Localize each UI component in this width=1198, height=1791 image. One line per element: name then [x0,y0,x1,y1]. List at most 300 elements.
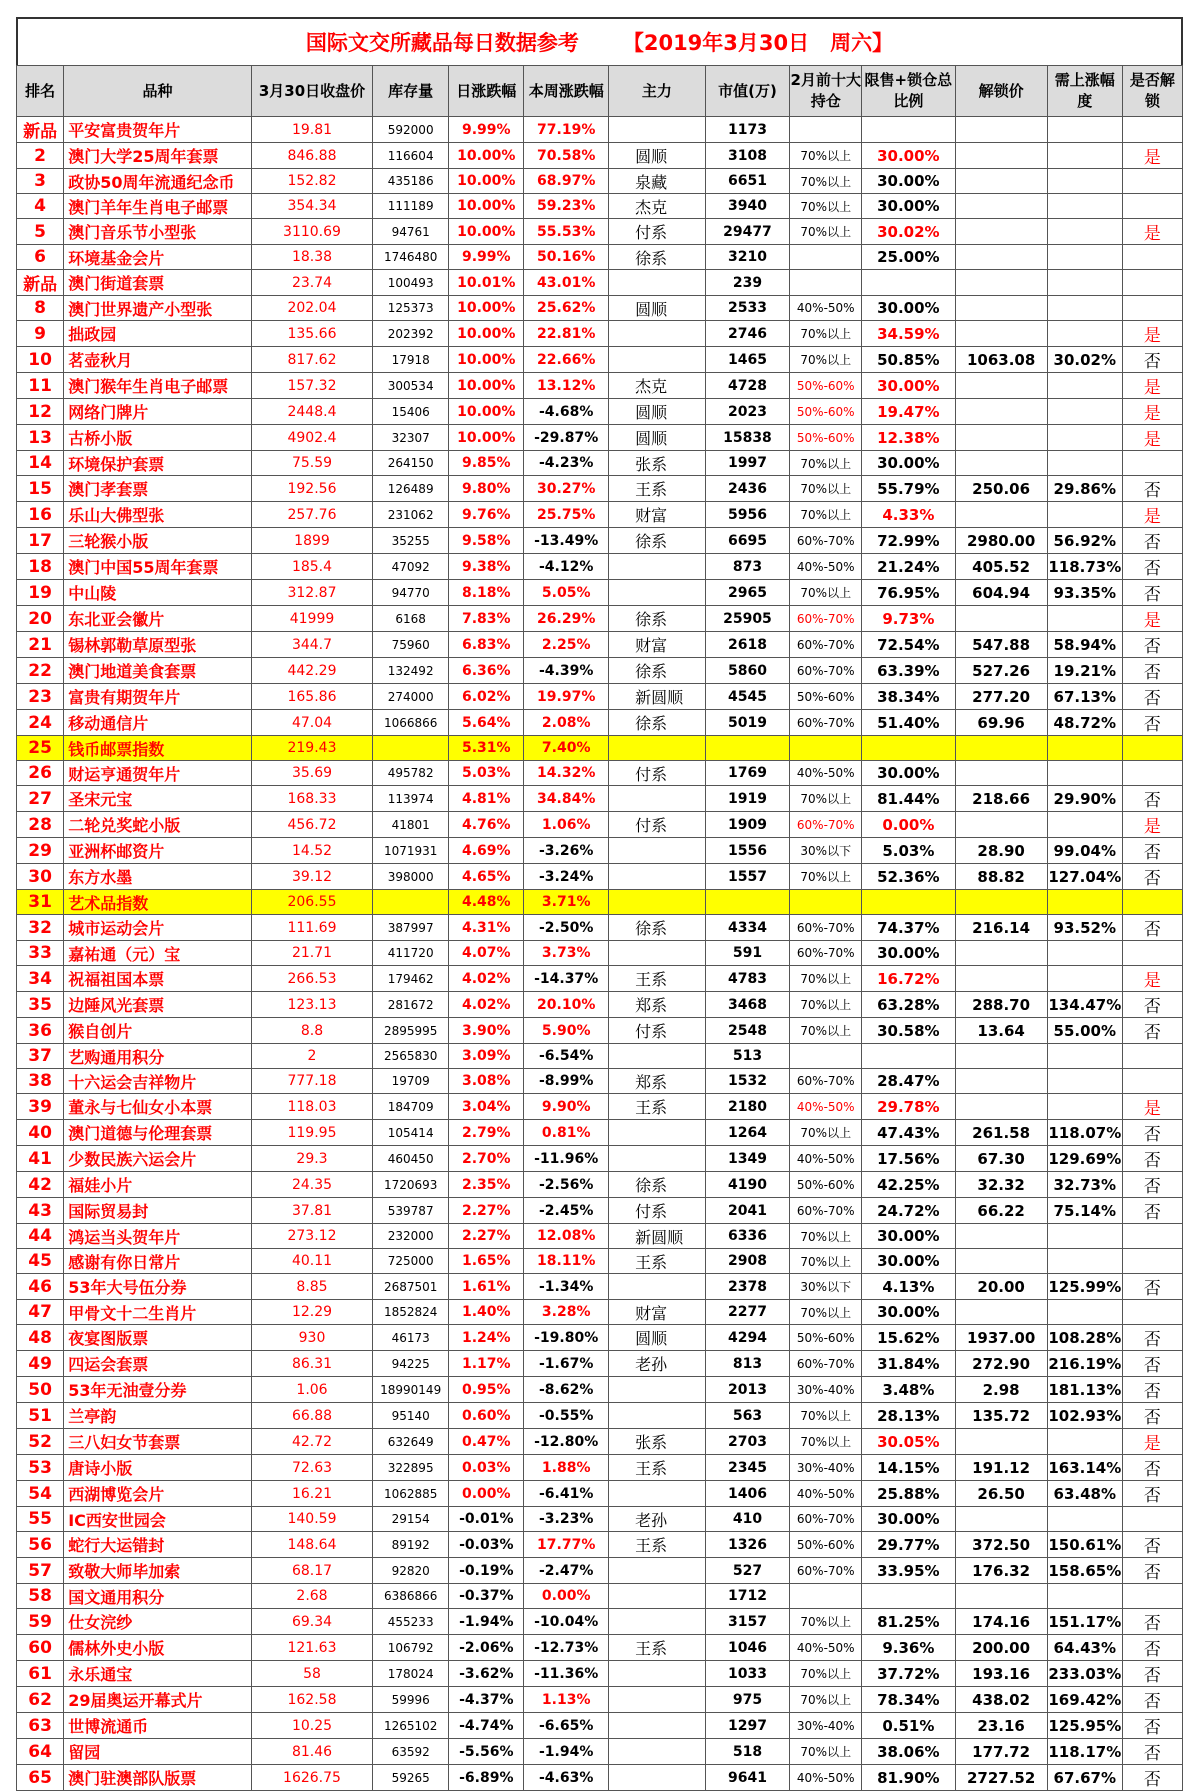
cell-weekly: 5.90% [524,1018,609,1044]
cell-stock: 387997 [373,915,449,941]
cell-main: 王系 [609,1455,706,1481]
cell-daily: 10.01% [449,270,524,296]
cell-lock: 9.36% [862,1635,955,1661]
cell-price: 930 [251,1325,372,1351]
cell-unlock: 176.32 [955,1558,1047,1584]
cell-main: 泉藏 [609,169,706,194]
cell-price: 58 [251,1661,372,1687]
col-main: 主力 [609,66,706,117]
cell-lock: 30.00% [862,373,955,399]
cell-rank: 42 [17,1172,64,1198]
cell-mcap: 2013 [705,1377,790,1403]
cell-daily: 4.81% [449,786,524,812]
cell-stock: 132492 [373,658,449,684]
cell-daily: 9.99% [449,117,524,143]
table-row [17,1403,1183,1429]
cell-unlock: 527.26 [955,658,1047,684]
cell-mcap: 518 [705,1739,790,1765]
cell-daily: 3.04% [449,1094,524,1120]
cell-unlock: 174.16 [955,1609,1047,1635]
cell-yn: 是 [1122,966,1182,992]
cell-need: 19.21% [1047,658,1122,684]
cell-stock: 184709 [373,1094,449,1120]
cell-mcap: 591 [705,941,790,966]
cell-main: 圆顺 [609,296,706,321]
cell-hold: 70%以上 [790,321,862,347]
cell-unlock: 67.30 [955,1146,1047,1172]
cell-hold: 30%以下 [790,1274,862,1300]
cell-yn [1122,1044,1182,1069]
cell-main: 徐系 [609,710,706,736]
cell-daily: 4.48% [449,890,524,915]
cell-yn: 否 [1122,864,1182,890]
cell-hold: 40%-50% [790,1481,862,1507]
cell-mcap: 2436 [705,476,790,502]
cell-rank: 11 [17,373,64,399]
cell-main: 付系 [609,761,706,786]
cell-mcap: 2378 [705,1274,790,1300]
cell-hold: 60%-70% [790,658,862,684]
cell-stock: 63592 [373,1739,449,1765]
cell-price: 202.04 [251,296,372,321]
cell-yn: 否 [1122,1635,1182,1661]
cell-rank: 50 [17,1377,64,1403]
cell-name: 兰亭韵 [64,1403,252,1429]
cell-main [609,1274,706,1300]
table-row [17,1198,1183,1224]
cell-main: 王系 [609,1532,706,1558]
cell-unlock [955,606,1047,632]
cell-weekly: 3.71% [524,890,609,915]
cell-stock: 19709 [373,1069,449,1094]
cell-daily: 9.38% [449,554,524,580]
cell-rank: 3 [17,169,64,194]
cell-need [1047,966,1122,992]
cell-main [609,117,706,143]
cell-need: 108.28% [1047,1325,1122,1351]
cell-need: 169.42% [1047,1687,1122,1713]
cell-yn: 否 [1122,476,1182,502]
cell-name: 三八妇女节套票 [64,1429,252,1455]
cell-lock: 30.00% [862,451,955,476]
cell-lock: 30.00% [862,761,955,786]
cell-name: 留园 [64,1739,252,1765]
table-row [17,812,1183,838]
cell-mcap: 813 [705,1351,790,1377]
cell-lock: 72.54% [862,632,955,658]
cell-main [609,1609,706,1635]
cell-hold: 50%-60% [790,1172,862,1198]
cell-hold: 30%以下 [790,838,862,864]
cell-lock: 50.85% [862,347,955,373]
cell-weekly: -2.56% [524,1172,609,1198]
cell-price: 219.43 [251,736,372,761]
cell-unlock [955,270,1047,296]
cell-daily: 1.65% [449,1249,524,1274]
cell-main [609,864,706,890]
cell-mcap: 1465 [705,347,790,373]
cell-main: 付系 [609,1198,706,1224]
cell-need [1047,1249,1122,1274]
cell-price: 148.64 [251,1532,372,1558]
cell-mcap: 3157 [705,1609,790,1635]
cell-hold: 70%以上 [790,992,862,1018]
cell-mcap: 873 [705,554,790,580]
cell-yn: 否 [1122,1713,1182,1739]
cell-price: 192.56 [251,476,372,502]
cell-name: 茗壶秋月 [64,347,252,373]
table-row [17,941,1183,966]
cell-yn: 否 [1122,632,1182,658]
cell-yn: 否 [1122,1198,1182,1224]
cell-price: 35.69 [251,761,372,786]
cell-hold: 70%以上 [790,1687,862,1713]
table-row [17,373,1183,399]
cell-weekly: 1.06% [524,812,609,838]
cell-rank: 25 [17,736,64,761]
cell-price: 157.32 [251,373,372,399]
cell-main: 老孙 [609,1351,706,1377]
cell-rank: 43 [17,1198,64,1224]
cell-name: 中山陵 [64,580,252,606]
cell-lock: 63.39% [862,658,955,684]
cell-rank: 6 [17,245,64,270]
cell-weekly: 7.40% [524,736,609,761]
cell-price: 39.12 [251,864,372,890]
cell-lock [862,890,955,915]
cell-unlock [955,219,1047,245]
cell-name: 二轮兑奖蛇小版 [64,812,252,838]
cell-price: 119.95 [251,1120,372,1146]
cell-stock: 6168 [373,606,449,632]
cell-need: 125.95% [1047,1713,1122,1739]
cell-hold [790,245,862,270]
cell-name: 古桥小版 [64,425,252,451]
cell-mcap: 1326 [705,1532,790,1558]
cell-mcap: 1173 [705,117,790,143]
cell-main [609,1146,706,1172]
cell-lock: 37.72% [862,1661,955,1687]
cell-lock: 30.00% [862,941,955,966]
cell-hold: 70%以上 [790,786,862,812]
cell-hold: 50%-60% [790,684,862,710]
cell-weekly: -2.47% [524,1558,609,1584]
cell-need [1047,143,1122,169]
cell-yn: 是 [1122,1094,1182,1120]
cell-main: 付系 [609,1018,706,1044]
cell-stock: 1852824 [373,1300,449,1325]
cell-main [609,1713,706,1739]
data-sheet [16,17,1183,1791]
cell-hold: 70%以上 [790,347,862,373]
cell-stock: 178024 [373,1661,449,1687]
table-row [17,1094,1183,1120]
cell-need [1047,812,1122,838]
cell-daily: 0.95% [449,1377,524,1403]
cell-name: 艺购通用积分 [64,1044,252,1069]
cell-yn: 否 [1122,684,1182,710]
cell-yn: 否 [1122,786,1182,812]
cell-weekly: -29.87% [524,425,609,451]
table-row [17,194,1183,219]
cell-yn [1122,890,1182,915]
cell-hold: 70%以上 [790,1300,862,1325]
cell-lock: 63.28% [862,992,955,1018]
cell-lock: 52.36% [862,864,955,890]
cell-main: 付系 [609,219,706,245]
cell-hold: 60%-70% [790,915,862,941]
col-price: 3月30日收盘价 [251,66,372,117]
cell-need [1047,1094,1122,1120]
cell-weekly: 70.58% [524,143,609,169]
cell-daily: 9.58% [449,528,524,554]
cell-lock: 30.00% [862,169,955,194]
cell-yn [1122,270,1182,296]
cell-daily: -0.37% [449,1584,524,1609]
cell-stock: 125373 [373,296,449,321]
cell-hold [790,270,862,296]
cell-hold: 70%以上 [790,1609,862,1635]
cell-need: 129.69% [1047,1146,1122,1172]
cell-price: 2.68 [251,1584,372,1609]
cell-name: 鸿运当头贺年片 [64,1224,252,1249]
table-row [17,451,1183,476]
table-row [17,992,1183,1018]
cell-hold: 50%-60% [790,1325,862,1351]
cell-unlock [955,736,1047,761]
table-row [17,1455,1183,1481]
cell-lock: 28.47% [862,1069,955,1094]
cell-daily: -4.74% [449,1713,524,1739]
cell-need [1047,890,1122,915]
cell-lock: 4.13% [862,1274,955,1300]
cell-mcap: 6336 [705,1224,790,1249]
cell-yn: 否 [1122,710,1182,736]
cell-main: 郑系 [609,992,706,1018]
cell-unlock [955,117,1047,143]
cell-name: 东北亚会徽片 [64,606,252,632]
cell-yn: 否 [1122,1274,1182,1300]
cell-mcap: 2746 [705,321,790,347]
cell-main: 圆顺 [609,1325,706,1351]
cell-yn: 否 [1122,658,1182,684]
cell-rank: 19 [17,580,64,606]
cell-lock: 16.72% [862,966,955,992]
cell-mcap: 1046 [705,1635,790,1661]
cell-name: 澳门世界遗产小型张 [64,296,252,321]
cell-hold: 40%-50% [790,554,862,580]
title-date: 【2019年3月30日 周六】 [622,31,894,55]
cell-name: 锡林郭勒草原型张 [64,632,252,658]
cell-hold: 70%以上 [790,1224,862,1249]
cell-stock: 1720693 [373,1172,449,1198]
cell-stock: 100493 [373,270,449,296]
cell-weekly: 25.75% [524,502,609,528]
cell-lock: 30.00% [862,143,955,169]
cell-lock: 30.00% [862,1249,955,1274]
cell-stock: 18990149 [373,1377,449,1403]
cell-main [609,347,706,373]
cell-daily: 4.76% [449,812,524,838]
cell-price: 777.18 [251,1069,372,1094]
cell-need: 30.02% [1047,347,1122,373]
cell-hold: 60%-70% [790,1507,862,1532]
col-daily: 日涨跌幅 [449,66,524,117]
cell-daily: 3.09% [449,1044,524,1069]
cell-name: 仕女浣纱 [64,1609,252,1635]
cell-rank: 65 [17,1765,64,1791]
cell-price: 72.63 [251,1455,372,1481]
table-row [17,1274,1183,1300]
cell-mcap: 5019 [705,710,790,736]
cell-yn [1122,194,1182,219]
cell-main [609,1661,706,1687]
cell-unlock [955,321,1047,347]
cell-name: 53年无油壹分券 [64,1377,252,1403]
cell-main: 徐系 [609,915,706,941]
cell-price: 29.3 [251,1146,372,1172]
cell-yn [1122,761,1182,786]
cell-rank: 45 [17,1249,64,1274]
cell-stock: 455233 [373,1609,449,1635]
cell-hold: 30%-40% [790,1377,862,1403]
cell-hold: 50%-60% [790,373,862,399]
col-stock: 库存量 [373,66,449,117]
cell-name: 儒林外史小版 [64,1635,252,1661]
cell-daily: 9.99% [449,245,524,270]
cell-rank: 10 [17,347,64,373]
cell-name: 拙政园 [64,321,252,347]
cell-weekly: -12.73% [524,1635,609,1661]
cell-stock: 113974 [373,786,449,812]
cell-price: 152.82 [251,169,372,194]
cell-unlock: 2.98 [955,1377,1047,1403]
cell-main: 张系 [609,451,706,476]
cell-rank: 26 [17,761,64,786]
table-row [17,1584,1183,1609]
cell-mcap: 2041 [705,1198,790,1224]
cell-unlock [955,451,1047,476]
cell-price: 14.52 [251,838,372,864]
cell-lock: 30.00% [862,296,955,321]
cell-name: 嘉祐通（元）宝 [64,941,252,966]
cell-unlock: 216.14 [955,915,1047,941]
table-row [17,169,1183,194]
cell-name: 四运会套票 [64,1351,252,1377]
cell-price: 118.03 [251,1094,372,1120]
cell-daily: 6.83% [449,632,524,658]
cell-weekly: 5.05% [524,580,609,606]
cell-weekly: 3.28% [524,1300,609,1325]
cell-price: 165.86 [251,684,372,710]
cell-yn: 否 [1122,1481,1182,1507]
cell-rank: 27 [17,786,64,812]
cell-name: 澳门中国55周年套票 [64,554,252,580]
cell-name: 世博流通币 [64,1713,252,1739]
table-row [17,1224,1183,1249]
cell-weekly: 0.81% [524,1120,609,1146]
cell-weekly: -19.80% [524,1325,609,1351]
cell-stock: 15406 [373,399,449,425]
cell-main: 王系 [609,1249,706,1274]
cell-stock: 29154 [373,1507,449,1532]
cell-daily: 1.24% [449,1325,524,1351]
col-name: 品种 [64,66,252,117]
cell-unlock [955,966,1047,992]
cell-mcap: 2965 [705,580,790,606]
col-unlock: 解锁价 [955,66,1047,117]
cell-rank: 37 [17,1044,64,1069]
cell-main: 徐系 [609,606,706,632]
cell-unlock [955,1094,1047,1120]
cell-stock: 274000 [373,684,449,710]
cell-mcap: 1406 [705,1481,790,1507]
cell-main: 财富 [609,502,706,528]
cell-daily: 2.27% [449,1224,524,1249]
title-main: 国际文交所藏品每日数据参考 [305,31,579,55]
cell-mcap: 1557 [705,864,790,890]
cell-price: 344.7 [251,632,372,658]
cell-unlock [955,373,1047,399]
cell-mcap: 15838 [705,425,790,451]
cell-main: 老孙 [609,1507,706,1532]
cell-daily: 4.65% [449,864,524,890]
table-row [17,1481,1183,1507]
cell-main: 徐系 [609,245,706,270]
cell-weekly: 2.08% [524,710,609,736]
cell-weekly: -13.49% [524,528,609,554]
cell-price: 266.53 [251,966,372,992]
table-row [17,476,1183,502]
cell-yn [1122,1249,1182,1274]
cell-yn: 是 [1122,606,1182,632]
cell-unlock: 547.88 [955,632,1047,658]
cell-stock: 105414 [373,1120,449,1146]
cell-need: 118.73% [1047,554,1122,580]
cell-main [609,1044,706,1069]
cell-stock: 111189 [373,194,449,219]
cell-name: 澳门道德与伦理套票 [64,1120,252,1146]
cell-need: 75.14% [1047,1198,1122,1224]
cell-mcap: 5860 [705,658,790,684]
cell-stock: 59265 [373,1765,449,1791]
cell-main: 圆顺 [609,143,706,169]
cell-stock: 264150 [373,451,449,476]
cell-name: 澳门驻澳部队版票 [64,1765,252,1791]
cell-name: 东方水墨 [64,864,252,890]
cell-daily: 7.83% [449,606,524,632]
cell-unlock [955,1429,1047,1455]
cell-price: 206.55 [251,890,372,915]
cell-stock: 725000 [373,1249,449,1274]
cell-main [609,580,706,606]
cell-daily: -6.89% [449,1765,524,1791]
cell-yn: 否 [1122,554,1182,580]
cell-name: 国际贸易封 [64,1198,252,1224]
cell-price: 168.33 [251,786,372,812]
cell-main: 杰克 [609,194,706,219]
cell-hold: 50%-60% [790,425,862,451]
cell-need [1047,1224,1122,1249]
cell-weekly: 13.12% [524,373,609,399]
cell-unlock [955,1224,1047,1249]
cell-name: 移动通信片 [64,710,252,736]
cell-stock: 35255 [373,528,449,554]
cell-yn: 否 [1122,1739,1182,1765]
table-row [17,425,1183,451]
cell-need: 150.61% [1047,1532,1122,1558]
cell-stock: 2895995 [373,1018,449,1044]
